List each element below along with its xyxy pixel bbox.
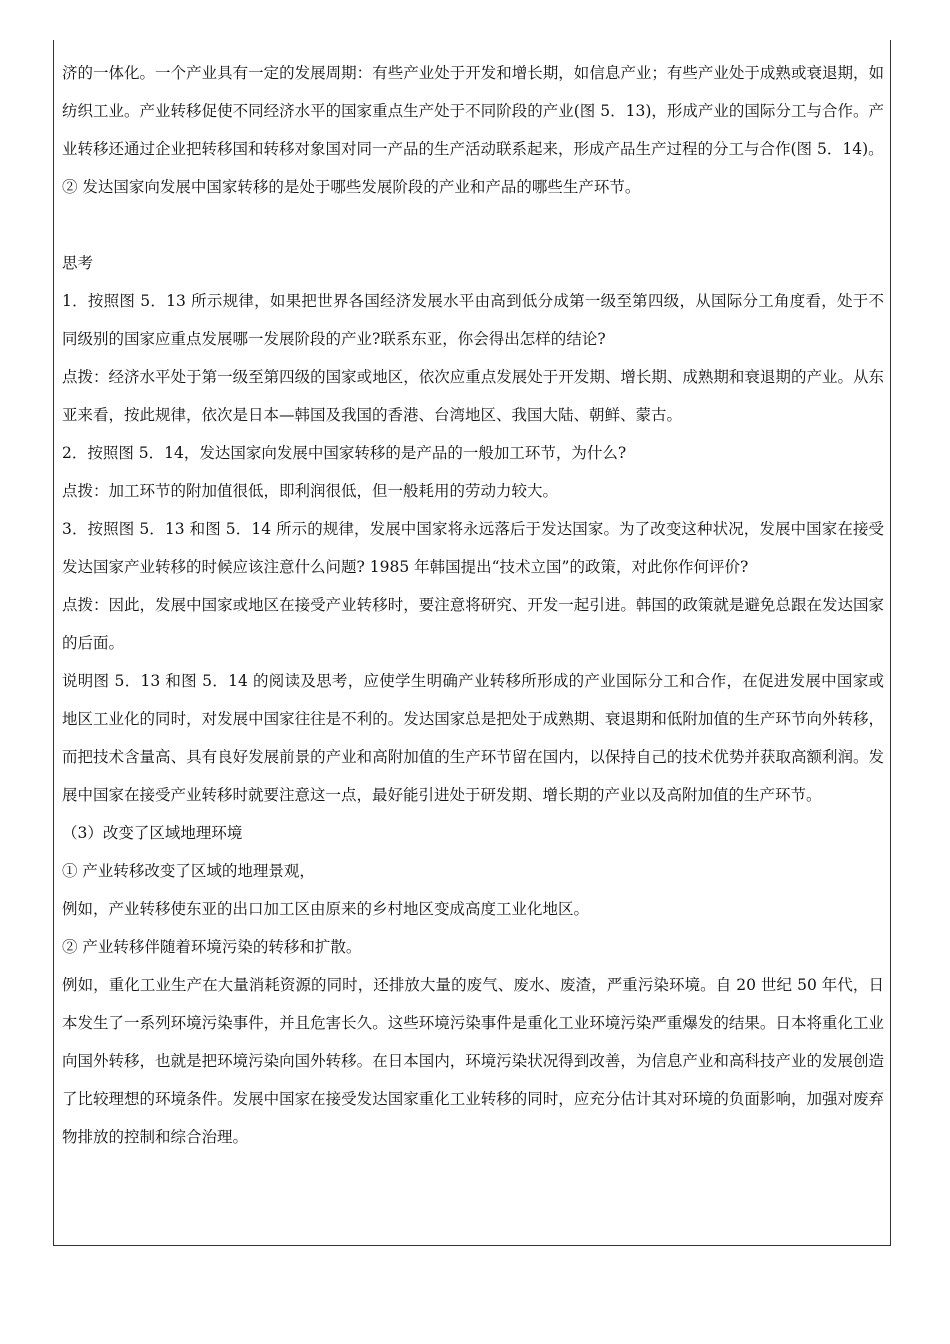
paragraph-point-2: ② 发达国家向发展中国家转移的是处于哪些发展阶段的产业和产品的哪些生产环节。: [62, 178, 641, 196]
blank-line: [62, 206, 884, 244]
question-3: 3．按照图 5．13 和图 5．14 所示的规律，发展中国家将永远落后于发达国家。为了改变这种状况，发展中国家在接受发达国家产业转移的时候应该注意什么问题? 1985 年韩国提出“技术立国”的政策，对此你作何评价?: [62, 520, 884, 576]
answer-3: 点拨：因此，发展中国家或地区在接受产业转移时，要注意将研究、开发一起引进。韩国的政策就是避免总跟在发达国家的后面。: [62, 596, 884, 652]
question-1: 1．按照图 5．13 所示规律，如果把世界各国经济发展水平由高到低分成第一级至第四级，从国际分工角度看，处于不同级别的国家应重点发展哪一发展阶段的产业?联系东亚，你会得出怎样的结论?: [62, 292, 884, 348]
paragraph-explanation: 说明图 5．13 和图 5．14 的阅读及思考，应使学生明确产业转移所形成的产业国际分工和合作，在促进发展中国家或地区工业化的同时，对发展中国家往往是不利的。发达国家总是把处于成熟期、衰退期和低附加值的生产环节向外转移，而把技术含量高、具有良好发展前景的产业和高附加值的生产环节留在国内，以保持自己的技术优势并获取高额利润。发展中国家在接受产业转移时就要注意这一点，最好能引进处于研发期、增长期的产业以及高附加值的生产环节。: [62, 672, 884, 804]
answer-1: 点拨：经济水平处于第一级至第四级的国家或地区，依次应重点发展处于开发期、增长期、成熟期和衰退期的产业。从东亚来看，按此规律，依次是日本—韩国及我国的香港、台湾地区、我国大陆、朝鲜、蒙古。: [62, 368, 884, 424]
point-2-pollution: ② 产业转移伴随着环境污染的转移和扩散。: [62, 938, 362, 956]
answer-2: 点拨：加工环节的附加值很低，即利润很低，但一般耗用的劳动力较大。: [62, 482, 559, 500]
heading-think: 思考: [62, 254, 94, 272]
document-body: [62, 54, 884, 1156]
paragraph-industry-cycle: 济的一体化。一个产业具有一定的发展周期：有些产业处于开发和增长期，如信息产业；有些产业处于成熟或衰退期，如纺织工业。产业转移促使不同经济水平的国家重点生产处于不同阶段的产业(图 5．13)，形成产业的国际分工与合作。产业转移还通过企业把转移国和转移对象国对同一产品的生产活动联系起来，形成产品生产过程的分工与合作(图 5．14)。: [62, 64, 884, 158]
point-1-landscape: ① 产业转移改变了区域的地理景观，: [62, 862, 315, 880]
section-heading-3: （3）改变了区域地理环境: [62, 824, 243, 842]
example-2: 例如，重化工业生产在大量消耗资源的同时，还排放大量的废气、废水、废渣，严重污染环境。自 20 世纪 50 年代，日本发生了一系列环境污染事件，并且危害长久。这些环境污染事件是重化工业环境污染严重爆发的结果。日本将重化工业向国外转移，也就是把环境污染向国外转移。在日本国内，环境污染状况得到改善，为信息产业和高科技产业的发展创造了比较理想的环境条件。发展中国家在接受发达国家重化工业转移的同时，应充分估计其对环境的负面影响，加强对废弃物排放的控制和综合治理。: [62, 976, 884, 1146]
example-1: 例如，产业转移使东亚的出口加工区由原来的乡村地区变成高度工业化地区。: [62, 900, 590, 918]
question-2: 2．按照图 5．14，发达国家向发展中国家转移的是产品的一般加工环节，为什么?: [62, 444, 627, 462]
